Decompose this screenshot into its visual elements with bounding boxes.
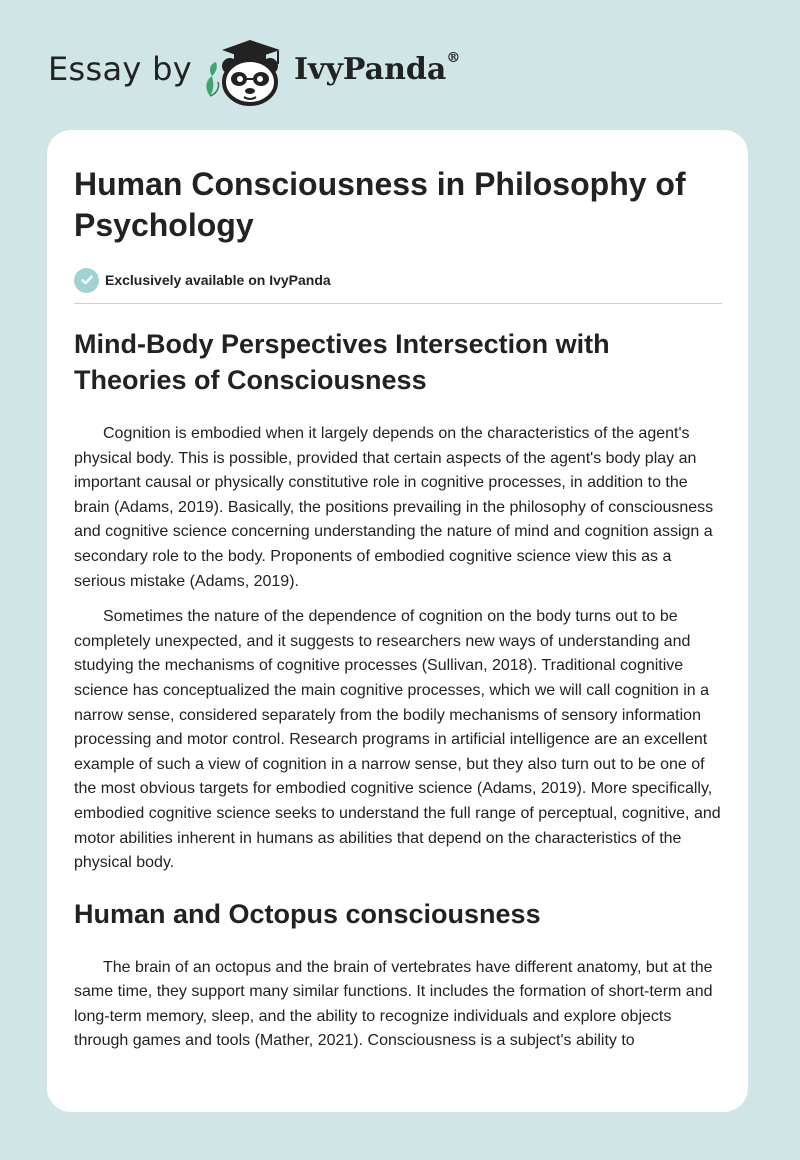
page-title: Human Consciousness in Philosophy of Psychology — [74, 166, 686, 243]
paragraph: Cognition is embodied when it largely depends on the characteristics of the agent's physical body. This is possible, provided that certain aspects of the agent's body play an important causal or physically constitutive role in cognitive processes, in addition to the brain (Adams, 2019). Basically, the positions prevailing in the philosophy of consciousness and cognitive science concerning understanding the nature of mind and cognition assign a secondary role to the body. Proponents of embodied cognitive science view this as a serious mistake (Adams, 2019). — [74, 425, 714, 590]
brand-name[interactable] — [294, 52, 460, 87]
section-heading: Human and Octopus consciousness — [74, 898, 541, 929]
essay-content — [74, 164, 722, 1054]
exclusive-badge — [74, 267, 722, 293]
section-heading: Mind-Body Perspectives Intersection with Theories of Consciousness — [74, 329, 610, 395]
site-header — [0, 0, 800, 125]
check-icon — [74, 268, 99, 293]
divider — [74, 303, 722, 304]
registered-mark: ® — [446, 50, 461, 66]
brand-text: IvyPanda — [294, 52, 447, 87]
essay-card — [47, 130, 748, 1112]
paragraph: Sometimes the nature of the dependence of cognition on the body turns out to be completely unexpected, and it suggests to researchers new ways of understanding and studying the mechanisms of cognitive processes (Sullivan, 2018). Traditional cognitive science has conceptualized the main cognitive processes, which we will call cognition in a narrow sense, considered separately from the bodily mechanisms of sensory information processing and motor control. Research programs in artificial intelligence are an excellent example of such a view of cognition in a narrow sense, but they also turn out to be one of the most obvious targets for embodied cognitive science (Adams, 2019). More specifically, embodied cognitive science seeks to understand the full range of perceptual, cognitive, and motor abilities inherent in humans as abilities that depend on the characteristics of the physical body. — [74, 608, 721, 872]
essay-by-label: Essay by — [48, 50, 192, 88]
ivypanda-logo-icon — [200, 36, 290, 108]
exclusive-label: Exclusively available on IvyPanda — [105, 272, 331, 288]
paragraph: The brain of an octopus and the brain of vertebrates have different anatomy, but at the same time, they support many similar functions. It includes the formation of short-term and long-term memory, sleep, and the ability to recognize individuals and explore objects through games and tools (Mather, 2021). Consciousness is a subject's ability to — [74, 958, 713, 1050]
